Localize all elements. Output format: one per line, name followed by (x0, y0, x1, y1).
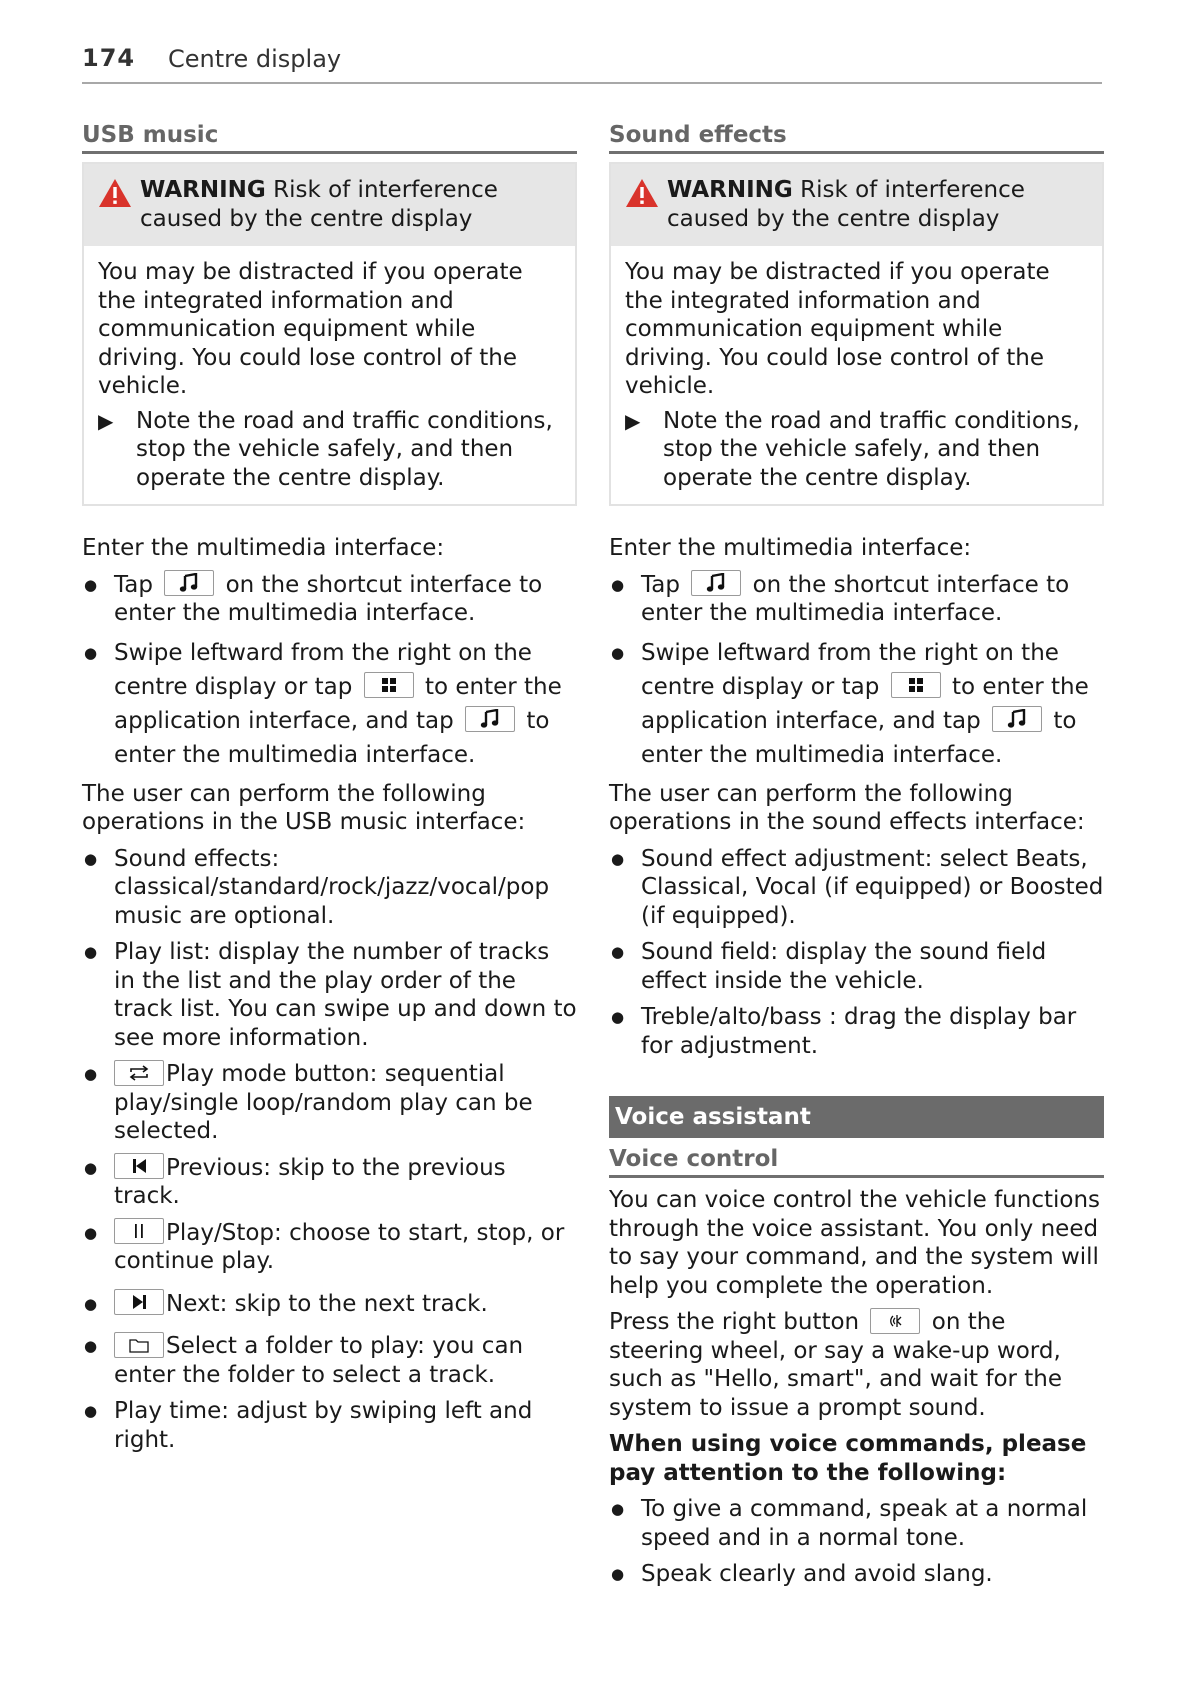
voice-button-icon (870, 1308, 920, 1334)
list-item: ● Sound effect adjustment: select Beats, Classical, Vocal (if equipped) or Boosted (if equipped). (609, 845, 1104, 931)
next-track-icon (114, 1289, 164, 1315)
list-item: ● Play list: display the number of tracks in the list and the play order of the track list. You can swipe up and down to see more information. (82, 938, 577, 1052)
warning-title: Risk of interference caused by the centre display (667, 177, 1025, 232)
list-item: ● Sound effects: classical/standard/rock/jazz/vocal/pop music are optional. (82, 845, 577, 931)
warning-box (609, 162, 1104, 506)
warning-label: WARNING (140, 177, 266, 203)
warning-action (625, 407, 1090, 493)
list-item: ● Play mode button: sequential play/single loop/random play can be selected. (82, 1060, 577, 1146)
ops-list (82, 845, 577, 1455)
attention-heading: When using voice commands, please pay attention to the following: (609, 1431, 1087, 1486)
repeat-icon (114, 1060, 164, 1086)
warning-action-text: Note the road and traffic conditions, stop the vehicle safely, and then operate the centre display. (663, 407, 1080, 491)
page-number: 174 (82, 44, 136, 72)
folder-icon (114, 1332, 164, 1358)
apps-grid-icon (891, 672, 941, 698)
warning-box (82, 162, 577, 506)
music-note-icon (691, 570, 741, 596)
list-item: ● Play time: adjust by swiping left and right. (82, 1397, 577, 1454)
list-item: ● Play/Stop: choose to start, stop, or continue play. (82, 1219, 577, 1276)
warning-body (611, 246, 1102, 504)
ops-list (609, 845, 1104, 1061)
voice-paragraph: Press the right button on the steering wheel, or say a wake-up word, such as "Hello, smart", and wait for the system to issue a prompt sound. (609, 1309, 1063, 1421)
section-title-voice-control: Voice control (609, 1146, 1104, 1178)
list-item: ● Tap on the shortcut interface to enter the multimedia interface. (82, 571, 577, 628)
list-item: ● Sound field: display the sound field effect inside the vehicle. (609, 938, 1104, 995)
left-column (82, 122, 577, 1462)
voice-assistant-band: Voice assistant (609, 1096, 1104, 1138)
previous-track-icon (114, 1153, 164, 1179)
voice-tips-list (609, 1495, 1104, 1589)
section-title-usb-music: USB music (82, 122, 577, 154)
music-note-icon (164, 570, 214, 596)
arrow-right-icon: ▶ (625, 408, 641, 433)
apps-grid-icon (364, 672, 414, 698)
enter-list (609, 571, 1104, 772)
list-item: ● Next: skip to the next track. (82, 1290, 577, 1319)
list-item: ● Previous: skip to the previous track. (82, 1154, 577, 1211)
warning-header (84, 164, 575, 246)
warning-text: You may be distracted if you operate the integrated information and communication equipment while driving. You could lose control of the vehicle. (98, 259, 523, 399)
warning-body (84, 246, 575, 504)
ops-intro-text: The user can perform the following operations in the sound effects interface: (609, 780, 1085, 835)
manual-page (82, 38, 1102, 1678)
list-item: ● Treble/alto/bass : drag the display bar for adjustment. (609, 1003, 1104, 1060)
page-title: Centre display (168, 45, 342, 73)
right-column (609, 122, 1104, 1597)
list-item: ● Tap on the shortcut interface to enter the multimedia interface. (609, 571, 1104, 628)
list-item: ● Swipe leftward from the right on the centre display or tap to enter the application interface, and tap to enter the multimedia interface. (82, 636, 577, 772)
warning-header (611, 164, 1102, 246)
list-item: ● Swipe leftward from the right on the centre display or tap to enter the application interface, and tap to enter the multimedia interface. (609, 636, 1104, 772)
pause-icon (114, 1218, 164, 1244)
arrow-right-icon: ▶ (98, 408, 114, 433)
enter-list (82, 571, 577, 772)
ops-intro-text: The user can perform the following operations in the USB music interface: (82, 780, 526, 835)
page-header (82, 38, 1102, 84)
warning-title: Risk of interference caused by the centre display (140, 177, 498, 232)
warning-triangle-icon (98, 178, 132, 208)
warning-triangle-icon (625, 178, 659, 208)
list-item: ● Speak clearly and avoid slang. (609, 1560, 1104, 1589)
voice-paragraph: You can voice control the vehicle functions through the voice assistant. You only need to say your command, and the system will help you complete the operation. (609, 1187, 1101, 1299)
music-note-icon (992, 706, 1042, 732)
music-note-icon (465, 706, 515, 732)
warning-action (98, 407, 563, 493)
intro-text: Enter the multimedia interface: (82, 535, 445, 561)
intro-text: Enter the multimedia interface: (609, 535, 972, 561)
section-title-sound-effects: Sound effects (609, 122, 1104, 154)
warning-text: You may be distracted if you operate the integrated information and communication equipment while driving. You could lose control of the vehicle. (625, 259, 1050, 399)
list-item: ● Select a folder to play: you can enter the folder to select a track. (82, 1332, 577, 1389)
warning-action-text: Note the road and traffic conditions, stop the vehicle safely, and then operate the centre display. (136, 407, 553, 491)
list-item: ● To give a command, speak at a normal speed and in a normal tone. (609, 1495, 1104, 1552)
warning-label: WARNING (667, 177, 793, 203)
